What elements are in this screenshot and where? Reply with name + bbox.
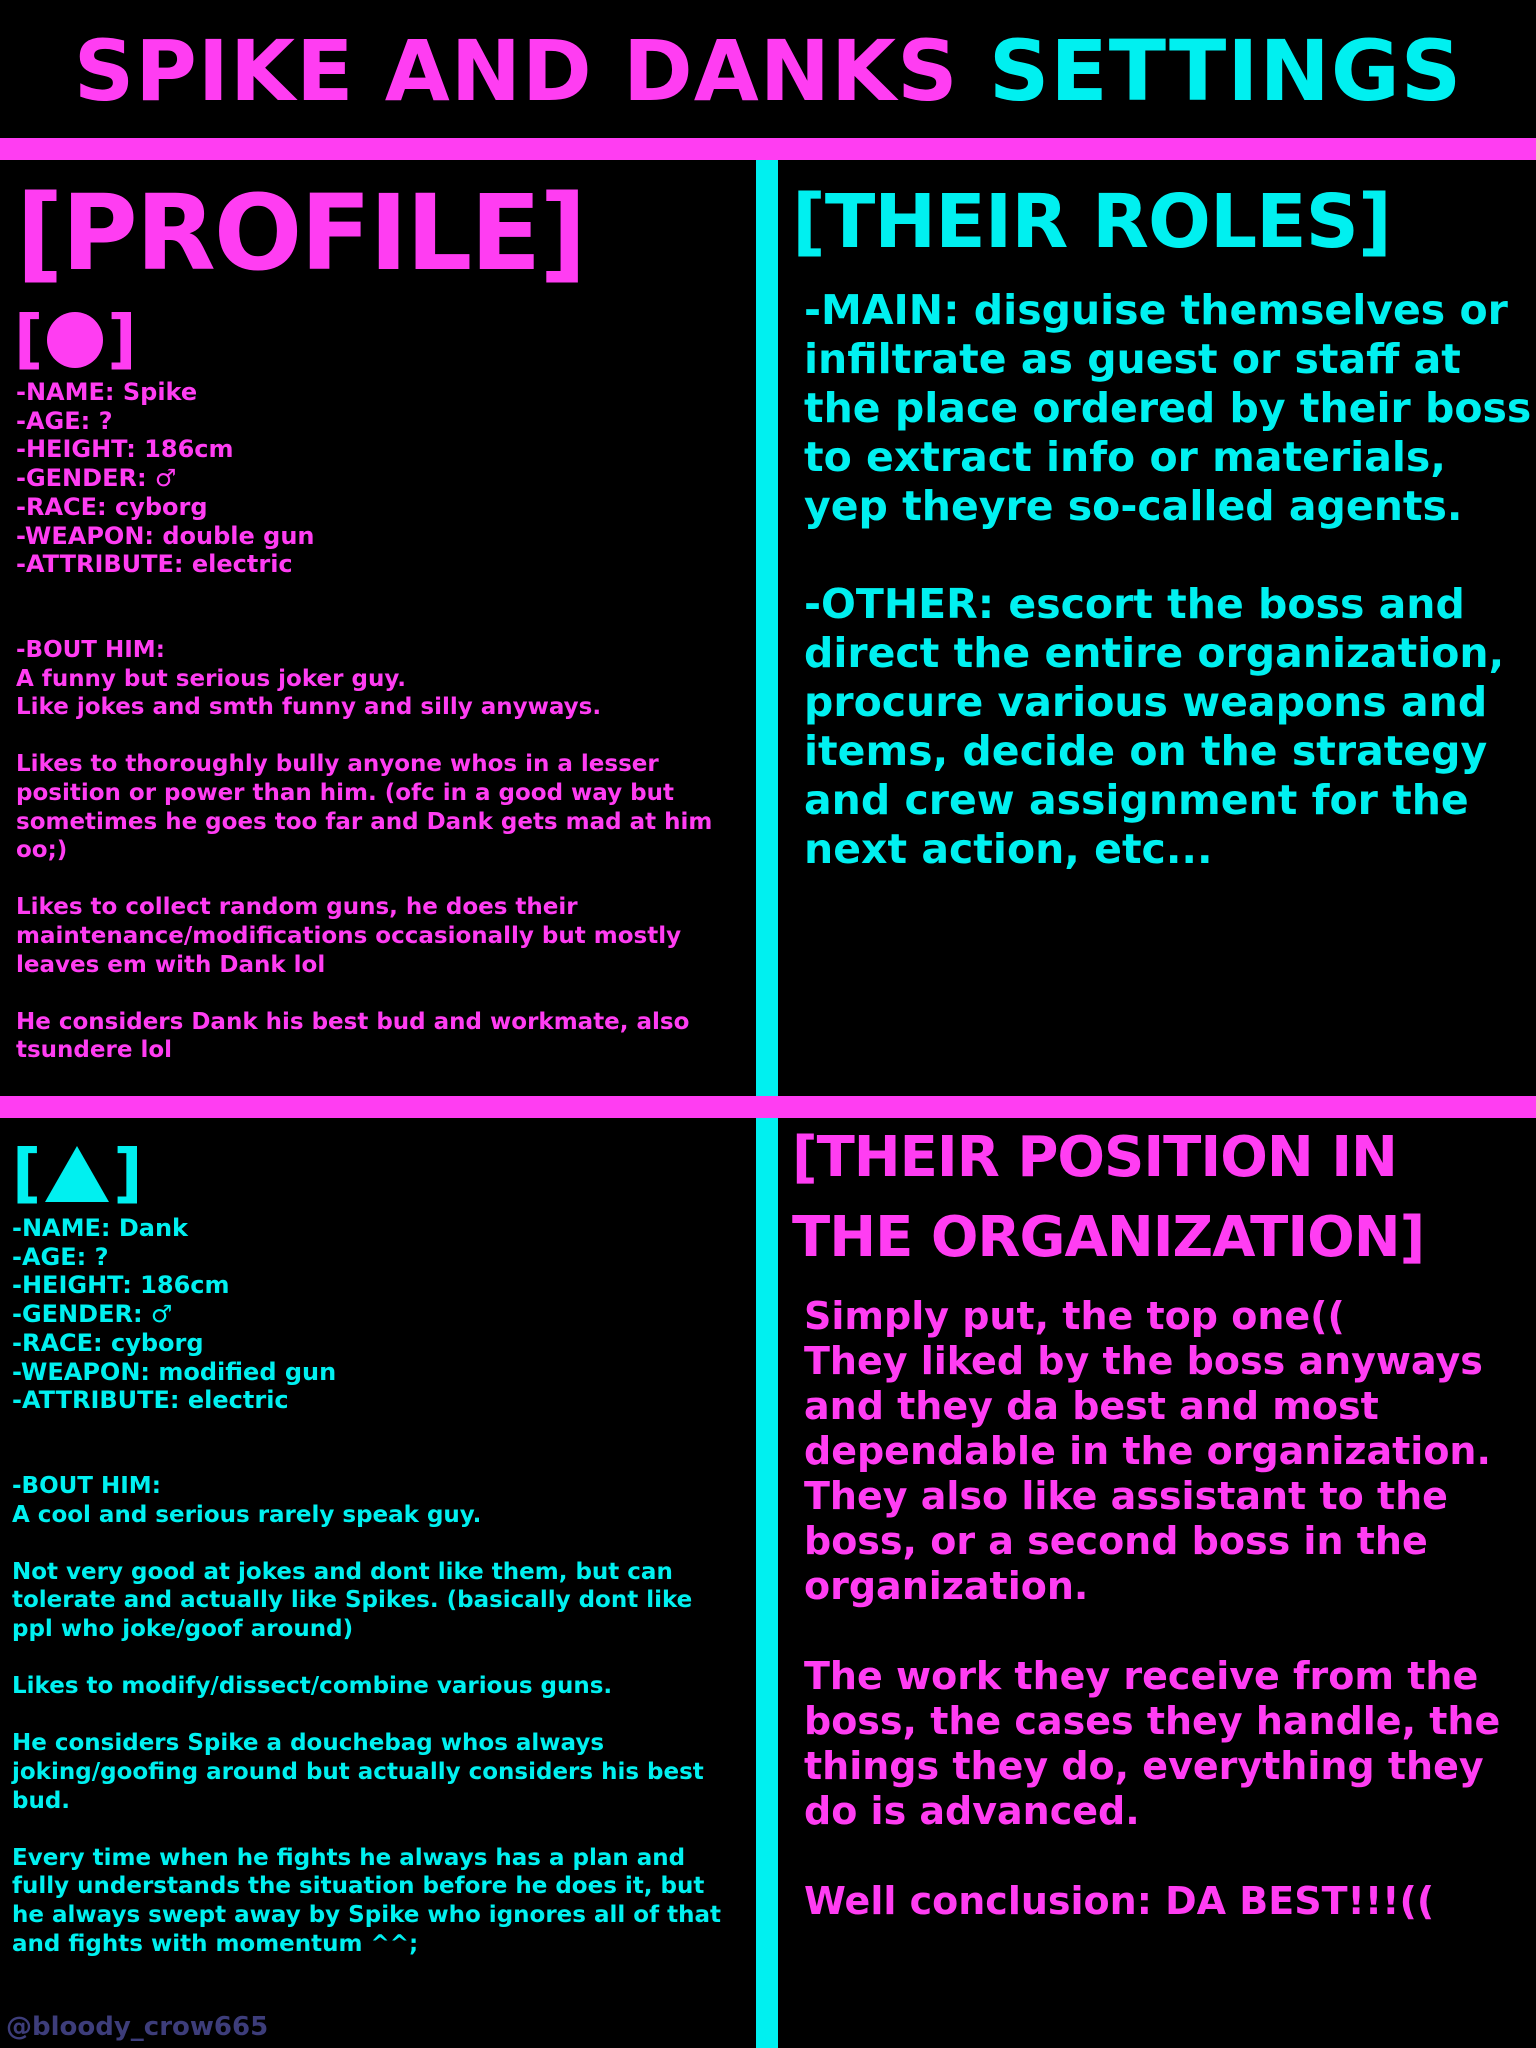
title-part-1: SPIKE AND DANKS [73, 22, 989, 120]
circle-icon [47, 312, 103, 368]
dank-stat-age: -AGE: ? [12, 1242, 109, 1271]
spike-about-guns: Likes to collect random guns, he does their maintenance/modifications occasionally but mostly leaves em with Dank lol [16, 894, 682, 978]
dank-tag-open: [ [12, 1137, 42, 1211]
spike-stat-name: -NAME: Spike [16, 378, 198, 406]
position-conclusion: Well conclusion: DA BEST!!!(( [804, 1879, 1435, 1923]
position-text [804, 1294, 1534, 1969]
dank-stat-attribute: -ATTRIBUTE: electric [12, 1386, 289, 1415]
spike-stat-gender: -GENDER: ♂ [16, 464, 177, 493]
roles-heading: [THEIR ROLES] [792, 179, 1391, 265]
spike-tag-close: ] [107, 303, 137, 377]
divider-vertical-bottom [756, 1118, 778, 2048]
spike-about-bully: Likes to thoroughly bully anyone whos in a lesser position or power than him. (ofc in a good way but sometimes he goes too far and Dank gets mad at him oo;) [16, 751, 713, 864]
spike-stat-race: -RACE: cyborg [16, 492, 208, 521]
position-work: The work they receive from the boss, the cases they handle, the things they do, everything they do is advanced. [804, 1654, 1501, 1833]
role-other: -OTHER: escort the boss and direct the entire organization, procure various weapons and items, decide on the strategy and crew assignment for the next action, etc... [804, 580, 1505, 873]
dank-stat-race: -RACE: cyborg [12, 1328, 204, 1357]
dank-tag-close: ] [113, 1137, 143, 1211]
spike-tag-open: [ [14, 303, 44, 377]
watermark: @bloody_crow665 [6, 2012, 269, 2042]
dank-symbol-tag [12, 1134, 143, 1214]
spike-stat-age: -AGE: ? [16, 406, 113, 435]
dank-stat-name: -NAME: Dank [12, 1214, 189, 1242]
dank-about [12, 1472, 732, 1987]
spike-about-intro: -BOUT HIM: A funny but serious joker guy. Like jokes and smth funny and silly anyways. [16, 637, 602, 721]
page-title [0, 16, 1536, 126]
position-summary: Simply put, the top one(( They liked by the boss anyways and they da best and most dependable in the organization. They also like assistant to the boss, or a second boss in the organization. [804, 1294, 1491, 1608]
spike-stats [16, 378, 315, 579]
dank-stat-height: -HEIGHT: 186cm [12, 1271, 230, 1300]
dank-about-fights: Every time when he fights he always has a plan and fully understands the situation before he does it, but he always swept away by Spike who ignores all of that and fights with momentum ^^; [12, 1844, 721, 1957]
title-part-2: SETTINGS [988, 22, 1463, 120]
spike-about [16, 636, 736, 1094]
dank-stat-weapon: -WEAPON: modified gun [12, 1357, 337, 1386]
profile-heading: [PROFILE] [16, 172, 585, 294]
dank-about-guns: Likes to modify/dissect/combine various guns. [12, 1673, 613, 1700]
divider-vertical-top [756, 160, 778, 1096]
triangle-icon [45, 1146, 109, 1202]
spike-stat-attribute: -ATTRIBUTE: electric [16, 550, 293, 579]
dank-about-best-bud: He considers Spike a douchebag whos always joking/goofing around but actually considers his best bud. [12, 1730, 704, 1814]
divider-middle [0, 1096, 1536, 1118]
spike-symbol-tag [14, 300, 137, 380]
dank-about-intro: -BOUT HIM: A cool and serious rarely speak guy. [12, 1473, 482, 1528]
dank-stats [12, 1214, 336, 1415]
spike-stat-weapon: -WEAPON: double gun [16, 521, 315, 550]
role-main: -MAIN: disguise themselves or infiltrate as guest or staff at the place ordered by their boss to extract info or materials, yep theyre so-called agents. [804, 286, 1532, 530]
spike-about-best-bud: He considers Dank his best bud and workmate, also tsundere lol [16, 1008, 690, 1064]
roles-text [804, 286, 1534, 923]
dank-stat-gender: -GENDER: ♂ [12, 1300, 173, 1329]
position-heading: [THEIR POSITION IN THE ORGANIZATION] [792, 1125, 1425, 1270]
spike-stat-height: -HEIGHT: 186cm [16, 435, 234, 464]
dank-about-jokes: Not very good at jokes and dont like them, but can tolerate and actually like Spikes. (basically dont like ppl who joke/goof around) [12, 1558, 693, 1642]
divider-top [0, 138, 1536, 160]
